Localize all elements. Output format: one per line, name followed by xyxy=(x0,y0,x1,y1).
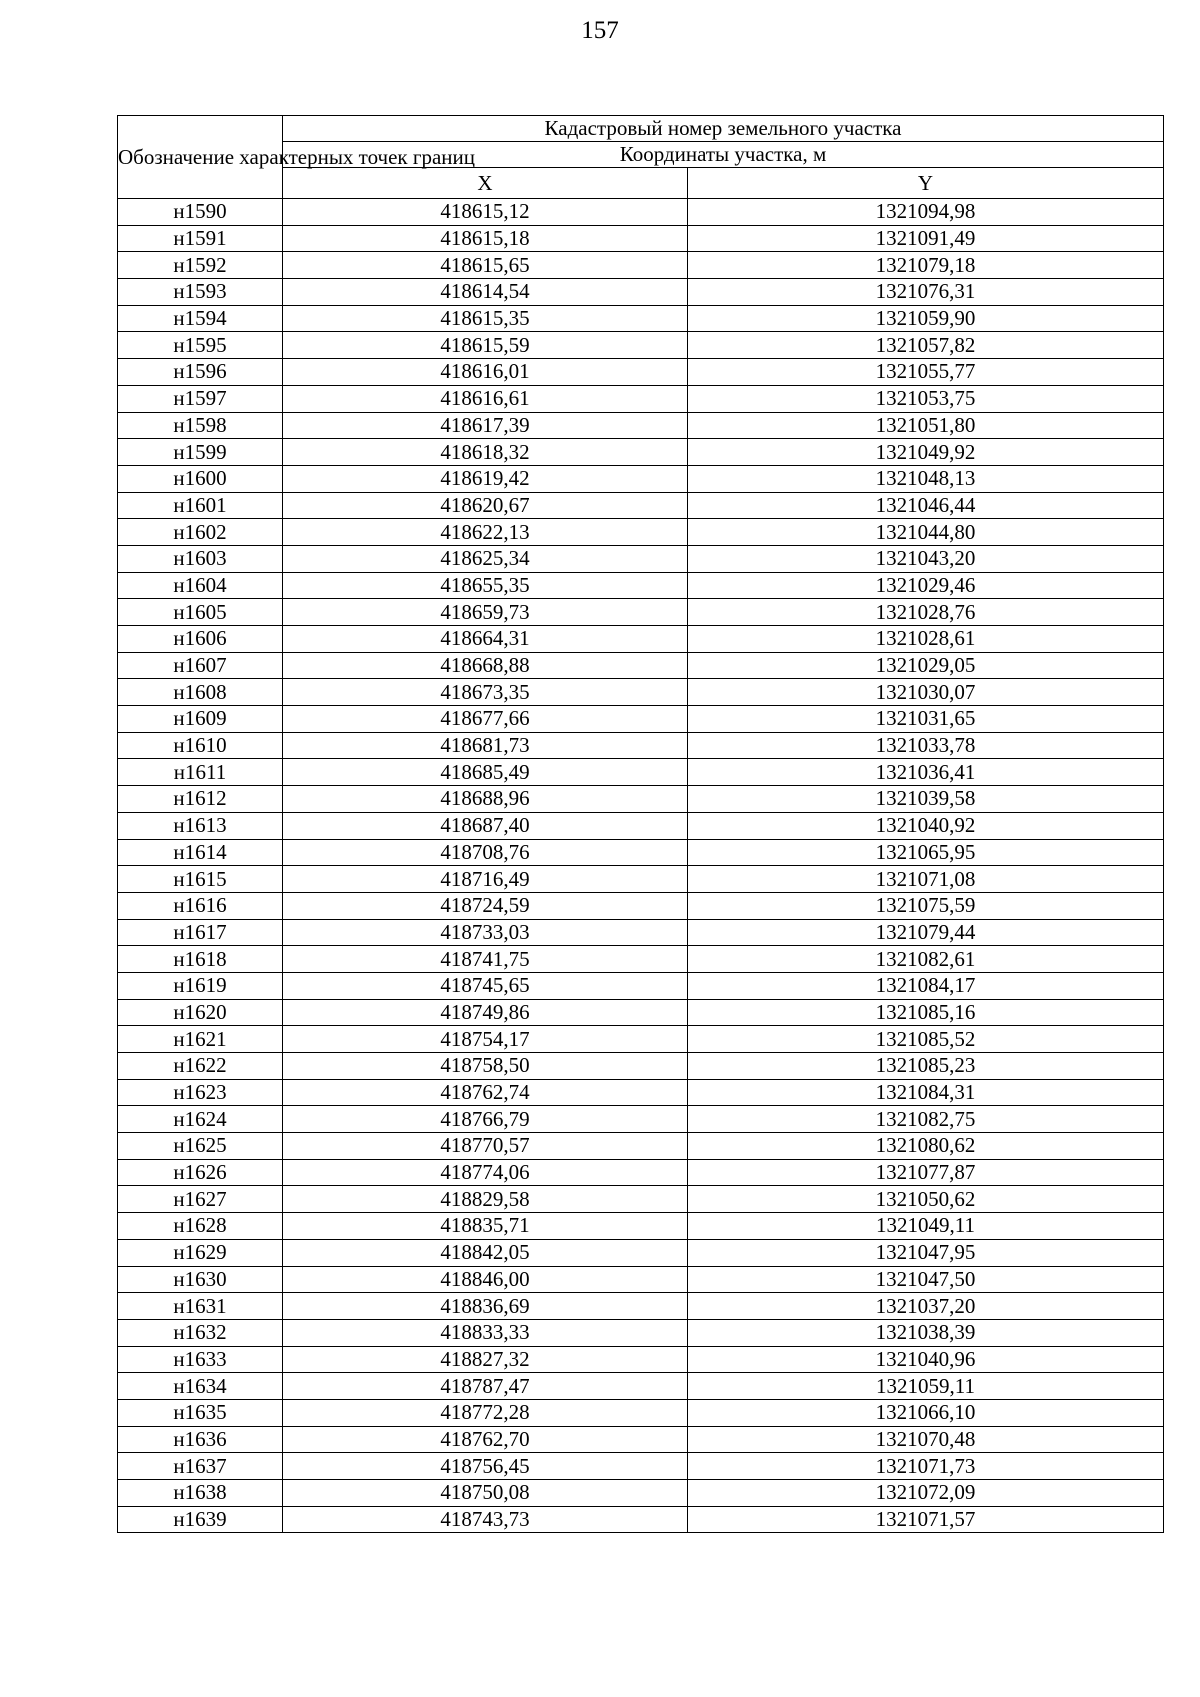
y-coordinate-cell: 1321047,50 xyxy=(688,1266,1164,1293)
table-row xyxy=(118,812,1164,839)
table-row xyxy=(118,1106,1164,1133)
point-id-cell: н1593 xyxy=(118,279,283,306)
x-coordinate-cell: 418615,12 xyxy=(283,199,688,226)
point-id-cell: н1602 xyxy=(118,519,283,546)
x-coordinate-cell: 418836,69 xyxy=(283,1293,688,1320)
x-coordinate-cell: 418677,66 xyxy=(283,706,688,733)
x-coordinate-cell: 418827,32 xyxy=(283,1346,688,1373)
x-coordinate-cell: 418655,35 xyxy=(283,572,688,599)
x-column-header: X xyxy=(283,168,688,199)
point-id-cell: н1619 xyxy=(118,972,283,999)
x-coordinate-cell: 418756,45 xyxy=(283,1453,688,1480)
point-id-cell: н1607 xyxy=(118,652,283,679)
x-coordinate-cell: 418772,28 xyxy=(283,1399,688,1426)
x-coordinate-cell: 418833,33 xyxy=(283,1319,688,1346)
x-coordinate-cell: 418620,67 xyxy=(283,492,688,519)
table-row xyxy=(118,1079,1164,1106)
table-row xyxy=(118,919,1164,946)
point-id-cell: н1627 xyxy=(118,1186,283,1213)
y-coordinate-cell: 1321076,31 xyxy=(688,279,1164,306)
y-coordinate-cell: 1321043,20 xyxy=(688,545,1164,572)
point-id-cell: н1608 xyxy=(118,679,283,706)
x-coordinate-cell: 418668,88 xyxy=(283,652,688,679)
y-coordinate-cell: 1321075,59 xyxy=(688,892,1164,919)
table-row xyxy=(118,652,1164,679)
point-id-cell: н1591 xyxy=(118,225,283,252)
table-row xyxy=(118,1026,1164,1053)
point-id-cell: н1628 xyxy=(118,1213,283,1240)
x-coordinate-cell: 418770,57 xyxy=(283,1133,688,1160)
table-row xyxy=(118,866,1164,893)
x-coordinate-cell: 418616,61 xyxy=(283,385,688,412)
y-coordinate-cell: 1321030,07 xyxy=(688,679,1164,706)
table-row xyxy=(118,1506,1164,1533)
table-row xyxy=(118,1399,1164,1426)
point-id-cell: н1598 xyxy=(118,412,283,439)
point-id-cell: н1603 xyxy=(118,545,283,572)
y-coordinate-cell: 1321066,10 xyxy=(688,1399,1164,1426)
y-coordinate-cell: 1321070,48 xyxy=(688,1426,1164,1453)
y-coordinate-cell: 1321059,90 xyxy=(688,305,1164,332)
table-row xyxy=(118,839,1164,866)
point-id-cell: н1634 xyxy=(118,1373,283,1400)
table-row xyxy=(118,1186,1164,1213)
table-row xyxy=(118,332,1164,359)
point-id-cell: н1625 xyxy=(118,1133,283,1160)
x-coordinate-cell: 418750,08 xyxy=(283,1480,688,1507)
y-coordinate-cell: 1321053,75 xyxy=(688,385,1164,412)
table-row xyxy=(118,1293,1164,1320)
point-id-cell: н1621 xyxy=(118,1026,283,1053)
x-coordinate-cell: 418614,54 xyxy=(283,279,688,306)
table-row xyxy=(118,679,1164,706)
y-coordinate-cell: 1321044,80 xyxy=(688,519,1164,546)
x-coordinate-cell: 418622,13 xyxy=(283,519,688,546)
point-id-cell: н1623 xyxy=(118,1079,283,1106)
y-coordinate-cell: 1321055,77 xyxy=(688,359,1164,386)
table-row xyxy=(118,359,1164,386)
table-row xyxy=(118,1480,1164,1507)
x-coordinate-cell: 418754,17 xyxy=(283,1026,688,1053)
table-row xyxy=(118,572,1164,599)
point-id-cell: н1594 xyxy=(118,305,283,332)
x-coordinate-cell: 418708,76 xyxy=(283,839,688,866)
table-row xyxy=(118,1319,1164,1346)
point-id-cell: н1614 xyxy=(118,839,283,866)
x-coordinate-cell: 418673,35 xyxy=(283,679,688,706)
x-coordinate-cell: 418615,35 xyxy=(283,305,688,332)
table-row xyxy=(118,385,1164,412)
y-coordinate-cell: 1321079,18 xyxy=(688,252,1164,279)
y-coordinate-cell: 1321084,17 xyxy=(688,972,1164,999)
table-row xyxy=(118,305,1164,332)
table-row xyxy=(118,972,1164,999)
point-id-cell: н1638 xyxy=(118,1480,283,1507)
y-coordinate-cell: 1321065,95 xyxy=(688,839,1164,866)
y-coordinate-cell: 1321047,95 xyxy=(688,1239,1164,1266)
point-id-cell: н1622 xyxy=(118,1053,283,1080)
table-row xyxy=(118,599,1164,626)
table-row xyxy=(118,1159,1164,1186)
point-id-cell: н1616 xyxy=(118,892,283,919)
y-coordinate-cell: 1321029,46 xyxy=(688,572,1164,599)
y-coordinate-cell: 1321091,49 xyxy=(688,225,1164,252)
table-row xyxy=(118,1133,1164,1160)
table-header xyxy=(118,116,1164,199)
x-coordinate-cell: 418846,00 xyxy=(283,1266,688,1293)
y-coordinate-cell: 1321031,65 xyxy=(688,706,1164,733)
x-coordinate-cell: 418618,32 xyxy=(283,439,688,466)
y-coordinate-cell: 1321048,13 xyxy=(688,465,1164,492)
y-coordinate-cell: 1321038,39 xyxy=(688,1319,1164,1346)
table-row xyxy=(118,439,1164,466)
y-coordinate-cell: 1321071,73 xyxy=(688,1453,1164,1480)
y-coordinate-cell: 1321085,52 xyxy=(688,1026,1164,1053)
point-id-cell: н1639 xyxy=(118,1506,283,1533)
y-coordinate-cell: 1321028,76 xyxy=(688,599,1164,626)
table-row xyxy=(118,626,1164,653)
y-coordinate-cell: 1321094,98 xyxy=(688,199,1164,226)
y-coordinate-cell: 1321085,23 xyxy=(688,1053,1164,1080)
point-id-cell: н1596 xyxy=(118,359,283,386)
point-id-cell: н1595 xyxy=(118,332,283,359)
table-row xyxy=(118,1426,1164,1453)
x-coordinate-cell: 418616,01 xyxy=(283,359,688,386)
y-coordinate-cell: 1321085,16 xyxy=(688,999,1164,1026)
y-coordinate-cell: 1321059,11 xyxy=(688,1373,1164,1400)
y-coordinate-cell: 1321029,05 xyxy=(688,652,1164,679)
table-row xyxy=(118,1239,1164,1266)
point-id-cell: н1604 xyxy=(118,572,283,599)
x-coordinate-cell: 418687,40 xyxy=(283,812,688,839)
y-coordinate-cell: 1321071,57 xyxy=(688,1506,1164,1533)
point-id-cell: н1613 xyxy=(118,812,283,839)
y-coordinate-cell: 1321040,92 xyxy=(688,812,1164,839)
y-coordinate-cell: 1321037,20 xyxy=(688,1293,1164,1320)
x-coordinate-cell: 418762,74 xyxy=(283,1079,688,1106)
table-row xyxy=(118,465,1164,492)
point-id-cell: н1601 xyxy=(118,492,283,519)
x-coordinate-cell: 418842,05 xyxy=(283,1239,688,1266)
point-id-cell: н1617 xyxy=(118,919,283,946)
point-id-cell: н1637 xyxy=(118,1453,283,1480)
x-coordinate-cell: 418617,39 xyxy=(283,412,688,439)
point-id-cell: н1618 xyxy=(118,946,283,973)
y-coordinate-cell: 1321084,31 xyxy=(688,1079,1164,1106)
table-row xyxy=(118,732,1164,759)
table-row xyxy=(118,1346,1164,1373)
coordinates-table xyxy=(117,115,1164,1533)
point-id-cell: н1635 xyxy=(118,1399,283,1426)
y-coordinate-cell: 1321050,62 xyxy=(688,1186,1164,1213)
point-id-cell: н1629 xyxy=(118,1239,283,1266)
x-coordinate-cell: 418716,49 xyxy=(283,866,688,893)
point-id-cell: н1624 xyxy=(118,1106,283,1133)
table-row xyxy=(118,1453,1164,1480)
y-coordinate-cell: 1321072,09 xyxy=(688,1480,1164,1507)
y-coordinate-cell: 1321051,80 xyxy=(688,412,1164,439)
x-coordinate-cell: 418758,50 xyxy=(283,1053,688,1080)
table-row xyxy=(118,946,1164,973)
table-row xyxy=(118,225,1164,252)
point-id-cell: н1606 xyxy=(118,626,283,653)
table-row xyxy=(118,412,1164,439)
x-coordinate-cell: 418664,31 xyxy=(283,626,688,653)
x-coordinate-cell: 418685,49 xyxy=(283,759,688,786)
x-coordinate-cell: 418615,65 xyxy=(283,252,688,279)
x-coordinate-cell: 418774,06 xyxy=(283,1159,688,1186)
x-coordinate-cell: 418762,70 xyxy=(283,1426,688,1453)
y-coordinate-cell: 1321046,44 xyxy=(688,492,1164,519)
y-coordinate-cell: 1321039,58 xyxy=(688,786,1164,813)
table-row xyxy=(118,706,1164,733)
point-id-cell: н1620 xyxy=(118,999,283,1026)
x-coordinate-cell: 418733,03 xyxy=(283,919,688,946)
y-coordinate-cell: 1321049,92 xyxy=(688,439,1164,466)
y-coordinate-cell: 1321082,61 xyxy=(688,946,1164,973)
table-row xyxy=(118,492,1164,519)
point-id-cell: н1611 xyxy=(118,759,283,786)
y-coordinate-cell: 1321082,75 xyxy=(688,1106,1164,1133)
x-coordinate-cell: 418749,86 xyxy=(283,999,688,1026)
point-id-cell: н1600 xyxy=(118,465,283,492)
x-coordinate-cell: 418829,58 xyxy=(283,1186,688,1213)
x-coordinate-cell: 418688,96 xyxy=(283,786,688,813)
table-row xyxy=(118,892,1164,919)
point-id-cell: н1636 xyxy=(118,1426,283,1453)
x-coordinate-cell: 418741,75 xyxy=(283,946,688,973)
table-row xyxy=(118,252,1164,279)
table-row xyxy=(118,786,1164,813)
x-coordinate-cell: 418835,71 xyxy=(283,1213,688,1240)
point-column-header: Обозначение характерных точек границ xyxy=(118,116,283,199)
point-id-cell: н1609 xyxy=(118,706,283,733)
point-id-cell: н1592 xyxy=(118,252,283,279)
point-id-cell: н1612 xyxy=(118,786,283,813)
point-id-cell: н1626 xyxy=(118,1159,283,1186)
point-id-cell: н1632 xyxy=(118,1319,283,1346)
y-coordinate-cell: 1321040,96 xyxy=(688,1346,1164,1373)
point-id-cell: н1597 xyxy=(118,385,283,412)
point-id-cell: н1590 xyxy=(118,199,283,226)
table-row xyxy=(118,279,1164,306)
point-id-cell: н1615 xyxy=(118,866,283,893)
x-coordinate-cell: 418625,34 xyxy=(283,545,688,572)
point-id-cell: н1610 xyxy=(118,732,283,759)
y-coordinate-cell: 1321077,87 xyxy=(688,1159,1164,1186)
coordinates-header: Координаты участка, м xyxy=(283,142,1164,168)
point-id-cell: н1630 xyxy=(118,1266,283,1293)
x-coordinate-cell: 418766,79 xyxy=(283,1106,688,1133)
point-id-cell: н1599 xyxy=(118,439,283,466)
y-column-header: Y xyxy=(688,168,1164,199)
x-coordinate-cell: 418787,47 xyxy=(283,1373,688,1400)
x-coordinate-cell: 418745,65 xyxy=(283,972,688,999)
point-id-cell: н1633 xyxy=(118,1346,283,1373)
table-row xyxy=(118,545,1164,572)
point-id-cell: н1631 xyxy=(118,1293,283,1320)
y-coordinate-cell: 1321028,61 xyxy=(688,626,1164,653)
table-row xyxy=(118,1373,1164,1400)
y-coordinate-cell: 1321049,11 xyxy=(688,1213,1164,1240)
table-row xyxy=(118,999,1164,1026)
table-row xyxy=(118,1266,1164,1293)
table-row xyxy=(118,199,1164,226)
x-coordinate-cell: 418724,59 xyxy=(283,892,688,919)
table-body xyxy=(118,199,1164,1533)
x-coordinate-cell: 418619,42 xyxy=(283,465,688,492)
y-coordinate-cell: 1321079,44 xyxy=(688,919,1164,946)
x-coordinate-cell: 418659,73 xyxy=(283,599,688,626)
x-coordinate-cell: 418615,18 xyxy=(283,225,688,252)
table-row xyxy=(118,519,1164,546)
x-coordinate-cell: 418615,59 xyxy=(283,332,688,359)
y-coordinate-cell: 1321036,41 xyxy=(688,759,1164,786)
page-number: 157 xyxy=(581,17,619,44)
y-coordinate-cell: 1321057,82 xyxy=(688,332,1164,359)
y-coordinate-cell: 1321080,62 xyxy=(688,1133,1164,1160)
point-id-cell: н1605 xyxy=(118,599,283,626)
table-row xyxy=(118,1053,1164,1080)
x-coordinate-cell: 418681,73 xyxy=(283,732,688,759)
y-coordinate-cell: 1321071,08 xyxy=(688,866,1164,893)
table-row xyxy=(118,759,1164,786)
cadastral-number-header: Кадастровый номер земельного участка xyxy=(283,116,1164,142)
x-coordinate-cell: 418743,73 xyxy=(283,1506,688,1533)
y-coordinate-cell: 1321033,78 xyxy=(688,732,1164,759)
table-row xyxy=(118,1213,1164,1240)
